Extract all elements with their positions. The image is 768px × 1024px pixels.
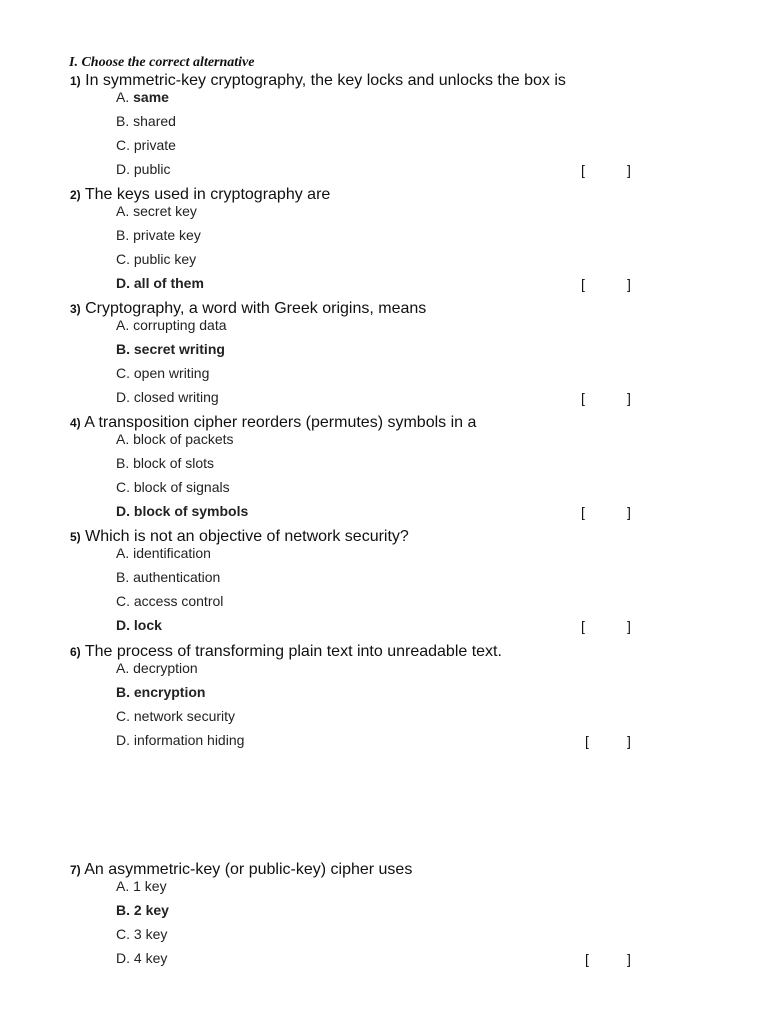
- option-letter: B.: [116, 455, 134, 471]
- option-letter: B.: [116, 569, 134, 585]
- option-text: encryption: [133, 684, 206, 700]
- answer-option-d: [116, 389, 219, 405]
- option-text: public: [133, 161, 171, 177]
- answer-option-d: [116, 950, 167, 966]
- option-letter: C.: [116, 593, 134, 609]
- option-text: all of them: [133, 275, 204, 291]
- question-text: An asymmetric-key (or public-key) cipher uses: [80, 861, 413, 878]
- question-number: 1): [70, 74, 81, 88]
- option-letter: A.: [116, 431, 134, 447]
- answer-option-d: [116, 503, 248, 519]
- question-text: The keys used in cryptography are: [80, 186, 331, 203]
- option-text: access control: [133, 593, 224, 609]
- option-text: decryption: [133, 660, 198, 676]
- answer-bracket-open: [: [585, 733, 589, 749]
- option-letter: D.: [116, 161, 134, 177]
- answer-bracket-close: ]: [627, 733, 631, 749]
- answer-option-b: [116, 227, 201, 243]
- option-text: public key: [133, 251, 197, 267]
- option-letter: D.: [116, 732, 134, 748]
- answer-bracket-close: ]: [627, 276, 631, 292]
- question-line: [70, 528, 670, 546]
- option-letter: C.: [116, 479, 134, 495]
- question-text: The process of transforming plain text into unreadable text.: [80, 643, 502, 660]
- question-number: 4): [70, 416, 81, 430]
- option-text: private key: [133, 227, 201, 243]
- answer-option-a: [116, 878, 167, 894]
- answer-option-d: [116, 275, 204, 291]
- answer-bracket-close: ]: [627, 390, 631, 406]
- option-letter: D.: [116, 617, 134, 633]
- answer-option-c: [116, 137, 176, 153]
- question-6: [70, 643, 670, 749]
- option-text: block of slots: [133, 455, 215, 471]
- option-letter: D.: [116, 503, 134, 519]
- option-letter: B.: [116, 341, 134, 357]
- question-4: [70, 414, 670, 520]
- answer-option-a: [116, 431, 234, 447]
- option-text: authentication: [133, 569, 221, 585]
- option-text: block of symbols: [133, 503, 249, 519]
- option-text: lock: [133, 617, 162, 633]
- question-number: 2): [70, 188, 81, 202]
- option-letter: B.: [116, 113, 134, 129]
- question-number: 5): [70, 530, 81, 544]
- answer-option-a: [116, 545, 211, 561]
- answer-bracket-open: [: [581, 390, 585, 406]
- question-text: In symmetric-key cryptography, the key locks and unlocks the box is: [80, 72, 566, 89]
- answer-option-c: [116, 365, 209, 381]
- option-letter: A.: [116, 203, 134, 219]
- option-text: private: [133, 137, 176, 153]
- question-5: [70, 528, 670, 634]
- question-7: [70, 861, 670, 967]
- answer-option-c: [116, 479, 230, 495]
- option-letter: A.: [116, 89, 134, 105]
- option-letter: C.: [116, 365, 134, 381]
- answer-option-b: [116, 341, 225, 357]
- question-2: [70, 186, 670, 292]
- option-letter: D.: [116, 275, 134, 291]
- answer-bracket-close: ]: [627, 162, 631, 178]
- option-letter: A.: [116, 660, 134, 676]
- answer-option-c: [116, 708, 235, 724]
- answer-option-a: [116, 660, 198, 676]
- option-text: 2 key: [133, 902, 169, 918]
- answer-bracket-close: ]: [627, 618, 631, 634]
- question-number: 6): [70, 645, 81, 659]
- answer-option-d: [116, 161, 170, 177]
- option-text: 3 key: [133, 926, 168, 942]
- answer-option-b: [116, 684, 205, 700]
- section-heading: I. Choose the correct alternative: [69, 55, 255, 70]
- option-text: network security: [133, 708, 236, 724]
- question-line: [70, 186, 670, 204]
- option-text: secret key: [133, 203, 197, 219]
- answer-bracket-open: [: [581, 504, 585, 520]
- question-text: A transposition cipher reorders (permutes) symbols in a: [80, 414, 477, 431]
- question-line: [70, 643, 670, 661]
- answer-bracket-open: [: [581, 162, 585, 178]
- answer-option-b: [116, 113, 176, 129]
- question-text: Cryptography, a word with Greek origins, means: [80, 300, 427, 317]
- answer-option-c: [116, 926, 167, 942]
- answer-option-b: [116, 902, 169, 918]
- question-text: Which is not an objective of network security?: [80, 528, 409, 545]
- option-letter: C.: [116, 708, 134, 724]
- question-number: 7): [70, 863, 81, 877]
- option-text: block of signals: [133, 479, 230, 495]
- option-letter: B.: [116, 902, 134, 918]
- answer-option-a: [116, 317, 227, 333]
- answer-option-b: [116, 569, 220, 585]
- answer-option-d: [116, 617, 162, 633]
- answer-option-b: [116, 455, 214, 471]
- option-text: identification: [133, 545, 211, 561]
- option-text: 1 key: [133, 878, 167, 894]
- answer-option-c: [116, 251, 196, 267]
- option-text: shared: [133, 113, 176, 129]
- answer-option-a: [116, 203, 197, 219]
- answer-bracket-open: [: [581, 276, 585, 292]
- option-text: same: [133, 89, 169, 105]
- answer-option-c: [116, 593, 223, 609]
- option-letter: D.: [116, 389, 134, 405]
- option-letter: B.: [116, 227, 134, 243]
- question-line: [70, 300, 670, 318]
- option-letter: B.: [116, 684, 134, 700]
- answer-bracket-close: ]: [627, 504, 631, 520]
- answer-option-d: [116, 732, 244, 748]
- option-letter: D.: [116, 950, 134, 966]
- option-text: open writing: [133, 365, 210, 381]
- option-text: information hiding: [133, 732, 245, 748]
- question-line: [70, 72, 670, 90]
- option-letter: A.: [116, 878, 134, 894]
- option-letter: C.: [116, 251, 134, 267]
- option-letter: A.: [116, 317, 134, 333]
- option-text: closed writing: [133, 389, 219, 405]
- option-text: corrupting data: [133, 317, 227, 333]
- question-3: [70, 300, 670, 406]
- answer-bracket-close: ]: [627, 951, 631, 967]
- option-letter: C.: [116, 926, 134, 942]
- question-line: [70, 861, 670, 879]
- option-text: 4 key: [133, 950, 168, 966]
- question-number: 3): [70, 302, 81, 316]
- question-line: [70, 414, 670, 432]
- option-text: secret writing: [133, 341, 225, 357]
- option-letter: C.: [116, 137, 134, 153]
- option-letter: A.: [116, 545, 134, 561]
- answer-bracket-open: [: [585, 951, 589, 967]
- answer-bracket-open: [: [581, 618, 585, 634]
- answer-option-a: [116, 89, 169, 105]
- question-1: [70, 72, 670, 178]
- option-text: block of packets: [133, 431, 234, 447]
